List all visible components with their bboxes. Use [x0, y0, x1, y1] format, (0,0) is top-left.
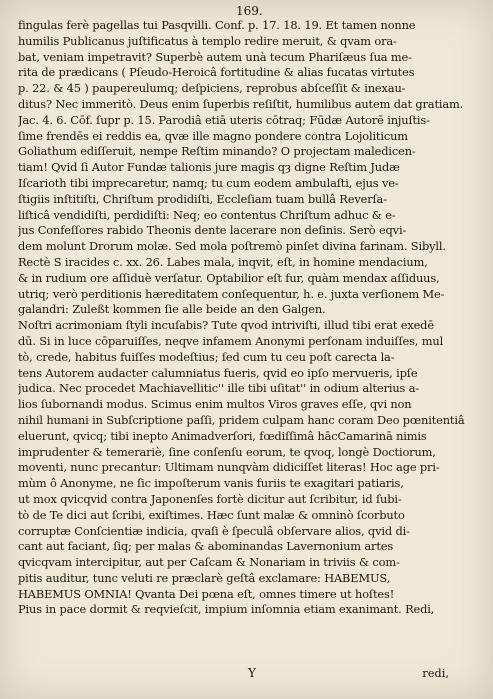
text-line: lios ſubornandi modus. Scimus enim multos Viros graves eſſe, qvi non — [18, 397, 412, 412]
text-line: judica. Nec procedet Machiavellitic'' ille tibi uſitat'' in odium alterius a- — [18, 381, 420, 396]
text-line: ſtigiis inſtitiſti, Chriſtum prodidiſti, Eccleſiam tuam bullâ Reverſa- — [18, 191, 387, 206]
text-line: corruptæ Conſcientiæ indicia, qvaſi è ſpeculâ obſervare alios, qvid di- — [18, 523, 410, 538]
text-line: fingulas ferè pagellas tui Pasqvilli. Conf. p. 17. 18. 19. Et tamen nonne — [18, 18, 416, 32]
signature-mark: Y — [248, 666, 256, 680]
text-line: Pius in pace dormit & reqvieſcit, impium inſomnia etiam exanimant. Redi, — [18, 602, 435, 617]
text-line: Rectè S iracides c. xx. 26. Labes mala, inqvit, eſt, in homine mendacium, — [18, 254, 428, 269]
text-line: cant aut faciant, ſiq; per malas & abominandas Lavernonium artes — [18, 539, 394, 554]
text-line: imprudenter & temerariè, ſine conſenſu eorum, te qvoq, longè Doctiorum, — [18, 444, 436, 459]
text-line: mùm ô Anonyme, ne ſic impoſterum vanis furiis te exagitari patiaris, — [18, 476, 404, 491]
text-line: p. 22. & 45 ) paupereulumq; deſpiciens, reprobus abſceſſit & inexau- — [18, 81, 406, 96]
text-line: Noſtri acrimoniam ſtyli incuſabis? Tute qvod intriviſti, illud tibi erat exedē — [18, 318, 434, 333]
text-line: utriq; verò perditionis hæreditatem conſequentur, h. e. juxta verſionem Me- — [18, 286, 445, 301]
text-line: jus Confeſſores rabido Theonis dente lacerare non deſinis. Serò eqvi- — [18, 223, 407, 238]
text-line: Jac. 4. 6. Cōf. ſupr p. 15. Parodiâ etiā uteris cōtraq; Fūdæ Autorē injuſtis- — [18, 112, 430, 127]
text-line: dem molunt Drorum molæ. Sed mola poſtremò pinſet divina farinam. Sibyll. — [18, 239, 446, 254]
text-line: Iſcarioth tibi imprecaretur, namq; tu cum eodem ambulaſti, ejus ve- — [18, 175, 399, 190]
text-line: galandri: Zuleßt kommen ſie alle beide an den Galgen. — [18, 302, 326, 317]
text-line: & in rudium ore aſſiduè verſatur. Optabilior eſt fur, quàm mendax aſſiduus, — [18, 270, 440, 285]
text-line: rita de prædicans ( Pſeudo-Heroicâ fortitudine & alias fucatas virtutes — [18, 65, 415, 80]
text-line: dū. Si in luce cōparuiſſes, neqve infamem Anonymi perſonam induiſſes, mul — [18, 333, 444, 348]
body-text — [18, 18, 483, 618]
text-line: ut mox qvicqvid contra Japonenſes fortè dicitur aut ſcribitur, id ſubi- — [18, 491, 402, 506]
text-line: nihil humani in Subſcriptione paſſi, pridem culpam hanc coram Deo pœnitentiâ — [18, 412, 465, 427]
text-line: qvicqvam intercipitur, aut per Caſcam & Nonariam in triviis & com- — [18, 555, 400, 570]
text-line: moventi, nunc precantur: Ultimam nunqvàm didiciſſet literas! Hoc age pri- — [18, 460, 440, 475]
text-line: tò de Te dici aut ſcribi, exiſtimes. Hæc ſunt malæ & omninò ſcorbuto — [18, 507, 405, 522]
text-line: tens Autorem audacter calumniatus fueris, qvid eo ipſo mervueris, ipſe — [18, 365, 418, 380]
text-line: liſticâ vendidiſti, perdidiſti: Neq; eo contentus Chriſtum adhuc & e- — [18, 207, 396, 222]
text-line: eluerunt, qvicq; tibi inepto Animadverſori, fœdiſſimâ hācCamarinā nimis — [18, 428, 427, 443]
text-line: HABEMUS OMNIA! Qvanta Dei pœna eſt, omnes timere ut hoſtes! — [18, 586, 395, 601]
text-line: tiam! Qvid ſi Autor Fundæ talionis jure magis qȝ digne Reſtim Judæ — [18, 160, 400, 175]
text-line: ſime frendēs ei reddis ea, qvæ ille magno pondere contra Lojoliticum — [18, 128, 408, 143]
catchword: redi, — [422, 666, 449, 680]
text-line: humilis Publicanus juſtificatus à templo redire meruit, & qvam ora- — [18, 33, 397, 48]
text-line: ditus? Nec immeritò. Deus enim ſuperbis reſiſtit, humilibus autem dat gratiam. — [18, 96, 464, 111]
text-line: pitis auditur, tunc veluti re præclarè geſtâ exclamare: HABEMUS, — [18, 570, 391, 585]
page-number: 169. — [236, 4, 263, 18]
text-line: bat, veniam impetravit? Superbè autem unà tecum Phariſæus ſua me- — [18, 49, 412, 64]
text-line: Goliathum ediſſeruit, nempe Reſtim minando? O projectam maledicen- — [18, 144, 416, 159]
text-line: tò, crede, habitus fuiſſes modeſtius; ſed cum tu ceu poſt carecta la- — [18, 349, 395, 364]
